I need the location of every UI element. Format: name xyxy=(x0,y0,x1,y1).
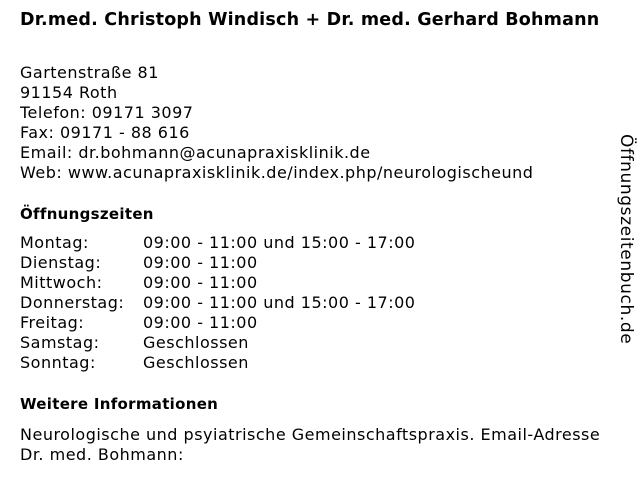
city-address: 91154 Roth xyxy=(20,83,118,102)
time-value: 09:00 - 11:00 und 15:00 - 17:00 xyxy=(143,293,416,312)
phone-number: Telefon: 09171 3097 xyxy=(20,103,194,122)
opening-hours-table xyxy=(20,233,415,373)
hours-row-saturday xyxy=(20,333,415,353)
hours-row-thursday xyxy=(20,293,415,313)
hours-row-friday xyxy=(20,313,415,333)
time-value: 09:00 - 11:00 xyxy=(143,273,258,292)
time-value: 09:00 - 11:00 xyxy=(143,253,258,272)
site-watermark: Öffnungszeitenbuch.de xyxy=(616,134,636,345)
fax-number: Fax: 09171 - 88 616 xyxy=(20,123,190,142)
time-value: 09:00 - 11:00 xyxy=(143,313,258,332)
day-label: Mittwoch: xyxy=(20,273,103,292)
time-value: 09:00 - 11:00 und 15:00 - 17:00 xyxy=(143,233,416,252)
hours-row-sunday xyxy=(20,353,415,373)
day-label: Samstag: xyxy=(20,333,100,352)
hours-row-wednesday xyxy=(20,273,415,293)
practice-title: Dr.med. Christoph Windisch + Dr. med. Gerhard Bohmann xyxy=(20,10,600,30)
website-url: Web: www.acunapraxisklinik.de/index.php/neurologischeund xyxy=(20,163,534,182)
time-value: Geschlossen xyxy=(143,333,249,352)
day-label: Dienstag: xyxy=(20,253,102,272)
opening-hours-heading: Öffnungszeiten xyxy=(20,205,154,223)
contact-block xyxy=(20,63,533,183)
further-info-heading: Weitere Informationen xyxy=(20,395,219,413)
time-value: Geschlossen xyxy=(143,353,249,372)
day-label: Sonntag: xyxy=(20,353,96,372)
further-info-text: Neurologische und psyiatrische Gemeinschaftspraxis. Email-Adresse Dr. med. Bohmann: xyxy=(20,425,601,464)
day-label: Donnerstag: xyxy=(20,293,125,312)
hours-row-tuesday xyxy=(20,253,415,273)
day-label: Freitag: xyxy=(20,313,85,332)
hours-row-monday xyxy=(20,233,415,253)
email-address: Email: dr.bohmann@acunapraxisklinik.de xyxy=(20,143,371,162)
street-address: Gartenstraße 81 xyxy=(20,63,159,82)
day-label: Montag: xyxy=(20,233,89,252)
